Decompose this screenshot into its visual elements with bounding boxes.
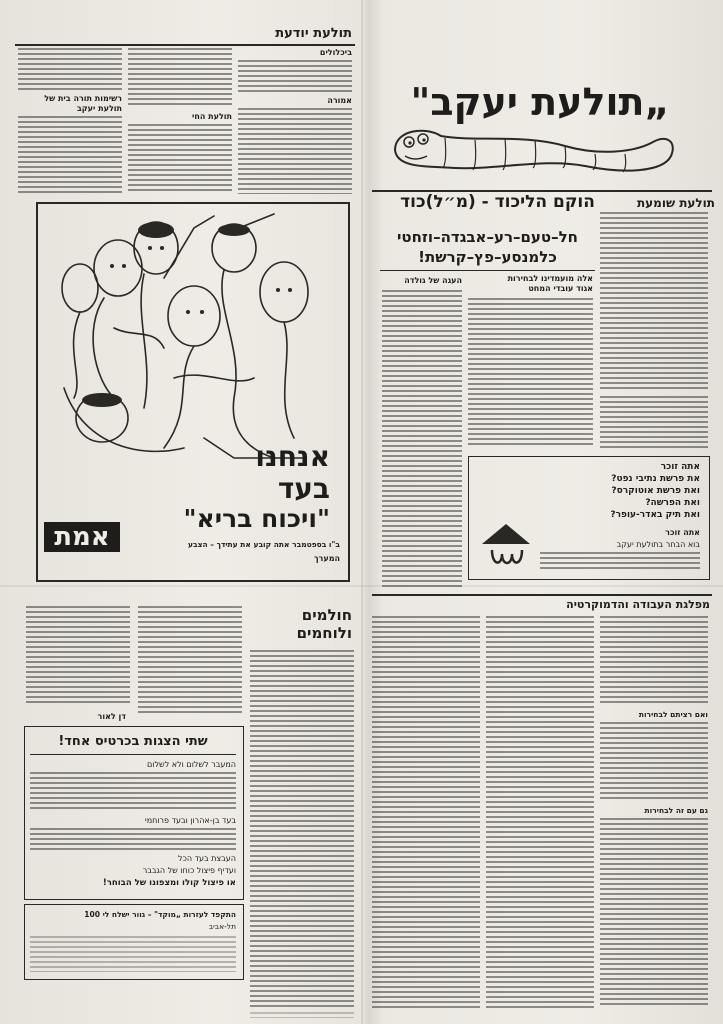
main-headline: הוקם הליכוד - (מ״ל)כוד bbox=[400, 192, 595, 212]
advert-footer-tag: המערך bbox=[313, 554, 340, 563]
labor-headline: מפלגת העבודה והדמוקרטיה bbox=[566, 598, 710, 611]
masthead-title: „תולעת יעקב" bbox=[410, 80, 670, 124]
article-text-block bbox=[30, 772, 236, 812]
two-shows-title: שתי הצגות בכרטיס אחד! bbox=[58, 734, 208, 749]
labor-sub-1: ואם רציתם לבחירות bbox=[638, 710, 708, 719]
notice-line-3: ואת הפרשה? bbox=[645, 498, 700, 508]
item-heading-5: רשימות תורה בית של bbox=[44, 94, 122, 103]
article-text-block bbox=[128, 124, 232, 194]
caricature-illustration bbox=[44, 208, 338, 468]
item-heading-3: תולעת החי bbox=[192, 112, 232, 121]
two-shows-line-1: המעבר לשלום ולא לשלום bbox=[146, 760, 236, 769]
article-text-block bbox=[18, 48, 122, 90]
article-text-block bbox=[486, 616, 594, 1008]
golda-column-head: העגה של גולדה bbox=[404, 276, 462, 285]
coupon-line-2: תל-אביב bbox=[208, 922, 236, 931]
notice-line-2: ואת פרשת אוטוקרס? bbox=[611, 486, 700, 496]
article-text-block bbox=[468, 298, 593, 448]
section-label-left: תולעת יודעת bbox=[275, 26, 352, 41]
article-text-block bbox=[250, 1012, 354, 1018]
notice-2-body: בוא הבחר בתולעת יעקב bbox=[616, 540, 700, 549]
advert-line-3: "ויכוח בריא" bbox=[183, 504, 330, 533]
item-heading-2: אמורה bbox=[327, 96, 352, 105]
article-text-block bbox=[238, 108, 352, 194]
article-text-block bbox=[372, 616, 480, 1008]
item-heading-1: ביכלולים bbox=[319, 48, 352, 57]
section-rule bbox=[372, 594, 712, 596]
article-text-block bbox=[600, 212, 708, 390]
article-text-block bbox=[30, 828, 236, 850]
article-signature: דן לאור bbox=[97, 712, 126, 721]
article-text-block bbox=[600, 396, 708, 451]
two-shows-line-5: או פיצול קולו ומצפונו של הבוחר! bbox=[102, 878, 236, 888]
advert-line-2: בעד bbox=[277, 472, 330, 505]
worm-emblem-icon bbox=[478, 520, 534, 572]
two-shows-line-3: העבצת בעד הכל bbox=[178, 854, 236, 863]
item-heading-6: תולעת יעקב bbox=[76, 104, 122, 113]
article-text-block bbox=[128, 48, 232, 108]
candidates-subhead-2: אגוד עובדי המחט bbox=[528, 284, 593, 293]
article-text-block bbox=[600, 818, 708, 1008]
section-label-right: תולעת שומעת bbox=[636, 196, 715, 210]
article-text-block bbox=[540, 552, 700, 572]
labor-sub-2: גם עם זה לבחירות bbox=[644, 806, 708, 815]
article-text-block bbox=[26, 606, 130, 706]
article-text-block bbox=[30, 936, 236, 972]
center-fold bbox=[361, 0, 363, 1024]
dreamers-fighters-headline: חולמים ולוחמים bbox=[296, 606, 352, 642]
sub-headline-2: כלמנסע–פץ–קרשת! bbox=[418, 248, 557, 266]
coupon-line-1: התקפד לעזרות „מוקד" – גוור ישלח לי 100 bbox=[84, 910, 236, 919]
advert-line-1: אנחנו bbox=[255, 440, 330, 473]
divider bbox=[380, 270, 595, 271]
section-rule bbox=[15, 44, 355, 46]
article-text-block bbox=[238, 60, 352, 94]
two-shows-line-4: ועדיף פיצול כוחו של הגבבר bbox=[142, 866, 236, 875]
divider bbox=[30, 754, 236, 755]
sub-headline-1: חל–טעם–רע–אבגדה–וזחטי bbox=[397, 228, 578, 246]
candidates-subhead: אלה מועמדינו לבחירות bbox=[507, 274, 593, 283]
article-text-block bbox=[250, 650, 354, 1008]
article-text-block bbox=[18, 116, 122, 194]
article-text-block bbox=[600, 722, 708, 802]
notice-2-title: אתה זוכר bbox=[665, 528, 700, 537]
advert-logo: אמת bbox=[44, 522, 120, 552]
two-shows-line-2: בעד בן-אהרון ובעד פרוחמי bbox=[144, 816, 236, 825]
advert-footer: ב"ו בספטמבר אתה קובע את עתידך – הצבע bbox=[188, 540, 340, 549]
article-text-block bbox=[138, 606, 242, 716]
article-text-block bbox=[600, 616, 708, 706]
notice-title: אתה זוכר bbox=[660, 462, 700, 472]
worm-illustration bbox=[385, 112, 685, 192]
article-text-block bbox=[382, 290, 462, 590]
horizontal-fold bbox=[0, 585, 723, 587]
notice-line-1: את פרשת נתיבי נפט? bbox=[611, 474, 700, 484]
notice-line-4: ואת תיק באדר-עופר? bbox=[610, 510, 700, 520]
